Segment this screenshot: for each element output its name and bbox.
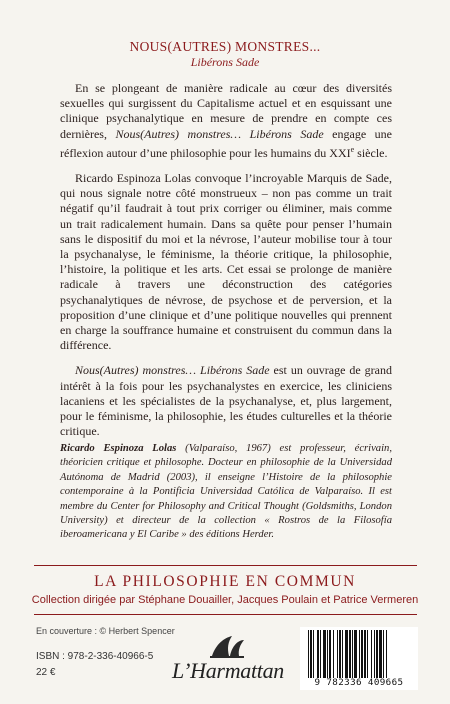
publisher-logo xyxy=(172,632,285,690)
bio-text: (Valparaíso, 1967) est professeur, écrivain, théoricien critique et philosophe. Docteur en philosophie de la Universidad Autónoma de Madrid (2003), il enseigne l’Histoire de la philosophie contemporaine à la Pontificia Universidad Católica de Valparaíso. Il est membre du Center for Philosophy and Critical Thought (Goldsmiths, London University) et directeur de la collection « Rostros de la Filosofía iberoamericana y El Caribe » des éditions Herder. xyxy=(60,443,392,541)
price: 22 € xyxy=(36,667,56,678)
blurb-paragraph-1: En se plongeant de manière radicale au cœur des diversités sexuelles qui surgissent du Capitalisme actuel et en esquissant une clinique psychanalytique en mesure de prendre en compte ces dernières, Nous(Autres) monstres… Libérons Sade engage une réflexion autour d’une philosophie pour les humains du XXIe siècle. xyxy=(60,81,392,160)
barcode xyxy=(300,627,418,690)
barcode-digits: 9 782336 409665 xyxy=(314,677,404,688)
series-rule-bottom xyxy=(34,614,417,615)
cover-credit: En couverture : © Herbert Spencer xyxy=(36,626,175,636)
book-subtitle: Libérons Sade xyxy=(190,55,260,69)
author-bio xyxy=(60,442,392,543)
barcode-bars xyxy=(300,630,418,680)
bio-author-name: Ricardo Espinoza Lolas xyxy=(60,443,177,454)
blurb-paragraph-3: Nous(Autres) monstres… Libérons Sade est un ouvrage de grand intérêt à la fois pour les psychanalystes en exercice, les cliniciens lacaniens et les spécialistes de la psychanalyse, et, plus largement, pour le féminisme, la philosophie, les études culturelles et la théorie critique. xyxy=(60,363,392,439)
series-directors: Collection dirigée par Stéphane Douailler, Jacques Poulain et Patrice Vermeren xyxy=(31,594,419,606)
blurb-paragraph-2: Ricardo Espinoza Lolas convoque l’incroyable Marquis de Sade, qui nous signale notre côté monstrueux – non pas comme un trait négatif qu’il faudrait à tout prix corriger ou éliminer, mais comme un trait radicalement humain. Dans sa quête pour penser l’humain sans le dispositif du moi et la névrose, l’auteur mobilise tour à tour la psychanalyse, le féminisme, la théorie critique, la philosophie, l’histoire, la politique et les arts. Cet essai se prolonge de manière radicale à travers une déconstruction des catégories psychanalytiques de névrose, de psychose et de perversion, et la proposition d’une clinique et d’une politique nouvelles qui prennent en charge la souffrance humaine et construisent du commun dans la différence. xyxy=(60,171,392,353)
series-name: LA PHILOSOPHIE EN COMMUN xyxy=(94,573,356,590)
blurb xyxy=(60,81,392,449)
series-rule-top xyxy=(34,565,417,566)
title-block xyxy=(0,39,450,69)
book-title: NOUS(AUTRES) MONSTRES... xyxy=(129,39,321,54)
isbn: ISBN : 978-2-336-40966-5 xyxy=(36,651,154,662)
publisher-name: L’Harmattan xyxy=(172,658,285,683)
